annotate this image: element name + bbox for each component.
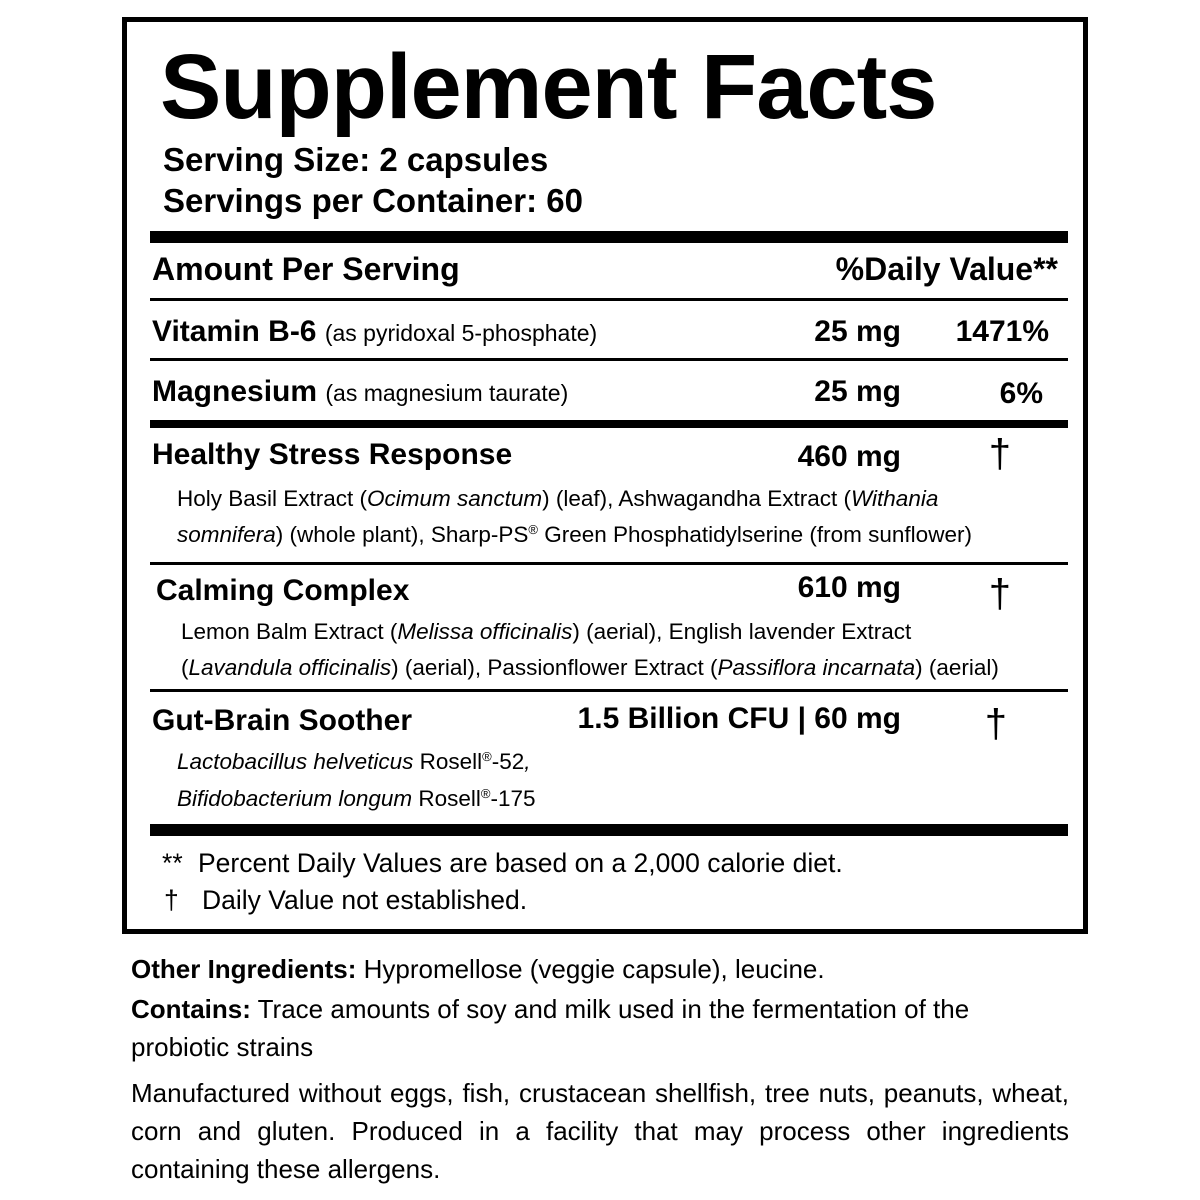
footnote-dagger-mark: †: [164, 885, 179, 915]
amount-per-serving-heading: Amount Per Serving: [152, 251, 460, 287]
row-stress-dv-dagger: †: [988, 432, 1011, 476]
nutrient-source: (as pyridoxal 5-phosphate): [324, 320, 598, 346]
row-calming-name: Calming Complex: [156, 574, 410, 607]
contains-text: Trace amounts of soy and milk used in the fermentation of the probiotic strains: [131, 994, 970, 1062]
row-calming-amount: 610 mg: [797, 571, 901, 604]
row-gut-amount: 1.5 Billion CFU | 60 mg: [577, 702, 901, 735]
row-stress-amount: 460 mg: [797, 440, 901, 473]
row-calming-ingredients-line-2: (Lavandula officinalis) (aerial), Passionflower Extract (Passiflora incarnata) (aerial): [181, 655, 999, 680]
divider: [150, 298, 1068, 301]
other-ingredients: [131, 950, 1071, 988]
divider: [150, 358, 1068, 361]
row-calming-dv-dagger: †: [988, 572, 1011, 616]
allergen-statement: Manufactured without eggs, fish, crustacean shellfish, tree nuts, peanuts, wheat, corn and gluten. Produced in a facility that may process other ingredients containing these allergens.: [131, 1078, 1069, 1184]
servings-per-container: Servings per Container: 60: [163, 182, 583, 219]
row-vitamin-b6-name: [152, 312, 597, 353]
row-magnesium-dv: 6%: [999, 377, 1043, 410]
other-ingredients-text: Hypromellose (veggie capsule), leucine.: [356, 954, 825, 984]
divider: [150, 562, 1068, 565]
footnote-daily-value-mark: **: [162, 848, 183, 878]
nutrient-source: (as magnesium taurate): [325, 380, 569, 406]
daily-value-heading: %Daily Value**: [835, 251, 1058, 287]
serving-size: Serving Size: 2 capsules: [163, 141, 549, 178]
panel-title: Supplement Facts: [160, 36, 937, 138]
row-magnesium-amount: 25 mg: [814, 375, 901, 408]
row-magnesium-name: [152, 372, 568, 413]
contains-statement: [131, 990, 1061, 1066]
row-gut-dv-dagger: †: [984, 702, 1007, 746]
divider: [150, 689, 1068, 692]
heavy-rule: [150, 824, 1068, 836]
row-gut-strain-line-1: Lactobacillus helveticus Rosell®-52,: [177, 749, 531, 774]
row-vitamin-b6-dv: 1471%: [955, 315, 1049, 348]
row-stress-ingredients-line-2: somnifera) (whole plant), Sharp-PS® Green Phosphatidylserine (from sunflower): [177, 522, 972, 547]
nutrient-name: Vitamin B-6: [152, 315, 317, 348]
row-calming-ingredients-line-1: Lemon Balm Extract (Melissa officinalis) (aerial), English lavender Extract: [181, 619, 912, 644]
footnote-daily-value-text: Percent Daily Values are based on a 2,000 calorie diet.: [198, 848, 843, 878]
row-gut-strain-line-2: Bifidobacterium longum Rosell®-175: [177, 786, 536, 811]
row-stress-name: Healthy Stress Response: [152, 438, 513, 471]
nutrient-name: Magnesium: [152, 375, 318, 408]
row-gut-name: Gut-Brain Soother: [152, 704, 412, 737]
other-ingredients-label: Other Ingredients:: [131, 954, 357, 984]
footnote-dagger-text: Daily Value not established.: [202, 885, 528, 915]
supplement-facts-panel: [122, 17, 1088, 934]
row-stress-ingredients-line-1: Holy Basil Extract (Ocimum sanctum) (leaf), Ashwagandha Extract (Withania: [177, 486, 939, 511]
divider: [150, 420, 1068, 428]
contains-label: Contains:: [131, 994, 251, 1024]
heavy-rule: [150, 231, 1068, 243]
row-vitamin-b6-amount: 25 mg: [814, 315, 901, 348]
